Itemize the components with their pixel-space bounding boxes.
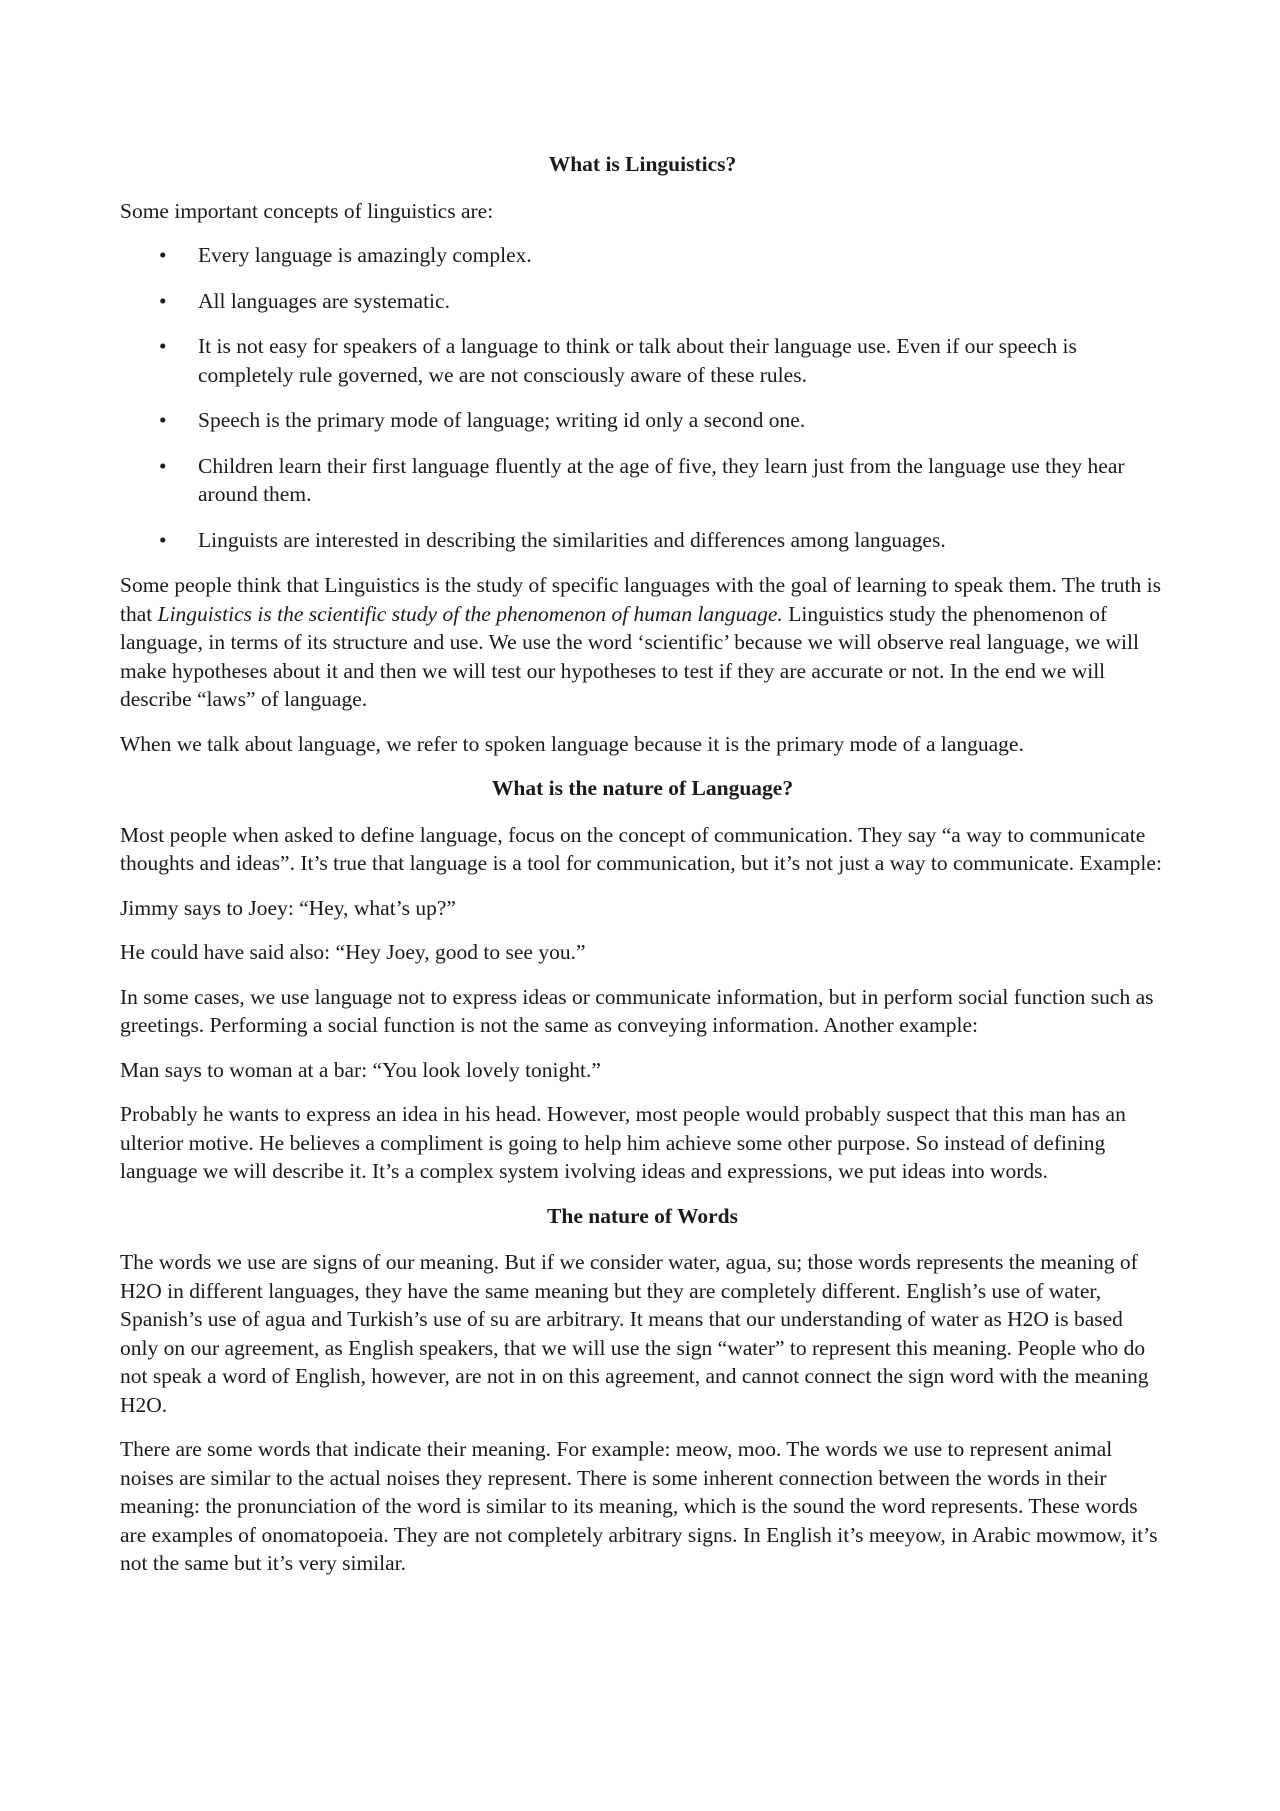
social-function-paragraph: In some cases, we use language not to express ideas or communicate information, but in perform social function such as greetings. Performing a social function is not the same as conveying information. Another example: (120, 984, 1154, 1037)
bullet-icon: • (159, 453, 167, 478)
example-bar: Man says to woman at a bar: “You look lovely tonight.” (120, 1057, 601, 1082)
list-item (120, 452, 1165, 509)
communication-paragraph: Most people when asked to define language, focus on the concept of communication. They say “a way to communicate thoughts and ideas”. It’s true that language is a tool for communication, but it’s not just a way to communicate. Example: (120, 822, 1162, 875)
list-item-text: Every language is amazingly complex. (198, 243, 532, 267)
document-title: What is Linguistics? (548, 152, 737, 176)
list-item (120, 241, 1165, 270)
list-item (120, 332, 1165, 389)
bullet-icon: • (159, 243, 167, 267)
list-item-text: Children learn their first language fluently at the age of five, they learn just from the language use they hear around them. (198, 453, 1125, 506)
list-item (120, 526, 1165, 555)
words-signs-paragraph: The words we use are signs of our meaning. But if we consider water, agua, su; those words represents the meaning of H2O in different languages, they have the same meaning but they are completely different. English’s use of water, Spanish’s use of agua and Turkish’s use of su are arbitrary. It means that our understanding of water as H2O is based only on our agreement, as English speakers, that we will use the sign “water” to represent this meaning. People who do not speak a word of English, however, are not in on this agreement, and cannot connect the sign word with the meaning H2O. (120, 1250, 1149, 1417)
definition-text-after: Linguistics study the phenomenon of language, in terms of its structure and use. We use the word ‘scientific’ because we will observe real language, we will make hypotheses about it and then we will test our hypotheses to test if they are accurate or not. In the end we will describe “laws” of language. (120, 601, 1139, 711)
document-page (120, 150, 1165, 1594)
bullet-icon: • (159, 527, 167, 552)
example-jimmy: Jimmy says to Joey: “Hey, what’s up?” (120, 895, 456, 920)
bullet-icon: • (159, 408, 167, 432)
list-item-text: Linguists are interested in describing the similarities and differences among languages. (198, 527, 946, 552)
list-item (120, 406, 1165, 435)
list-item-text: Speech is the primary mode of language; writing id only a second one. (198, 408, 806, 432)
intro-paragraph: Some important concepts of linguistics are: (120, 198, 494, 223)
concepts-list (120, 241, 1165, 554)
definition-paragraph (120, 571, 1165, 714)
bullet-icon: • (159, 288, 167, 313)
list-item (120, 287, 1165, 316)
list-item-text: All languages are systematic. (198, 288, 450, 313)
ulterior-motive-paragraph: Probably he wants to express an idea in his head. However, most people would probably suspect that this man has an ulterior motive. He believes a compliment is going to help him achieve some other purpose. So instead of defining language we will describe it. It’s a complex system ivolving ideas and expressions, we put ideas into words. (120, 1102, 1126, 1183)
section-heading-words: The nature of Words (547, 1203, 738, 1228)
onomatopoeia-paragraph: There are some words that indicate their meaning. For example: meow, moo. The words we use to represent animal noises are similar to the actual noises they represent. There is some inherent connection between the words in their meaning: the pronunciation of the word is similar to its meaning, which is the sound the word represents. These words are examples of onomatopoeia. They are not completely arbitrary signs. In English it’s meeyow, in Arabic mowmow, it’s not the same but it’s very similar. (120, 1437, 1158, 1575)
list-item-text: It is not easy for speakers of a language to think or talk about their language use. Even if our speech is completely rule governed, we are not consciously aware of these rules. (198, 334, 1077, 387)
section-heading-language: What is the nature of Language? (491, 776, 794, 800)
example-joey: He could have said also: “Hey Joey, good to see you.” (120, 940, 586, 964)
definition-text-before: Some people think that Linguistics is the study of specific languages with the goal of learning to speak them. The truth is that (120, 573, 1161, 626)
bullet-icon: • (159, 334, 167, 358)
spoken-language-paragraph: When we talk about language, we refer to spoken language because it is the primary mode of a language. (120, 731, 1024, 756)
definition-italic: Linguistics is the scientific study of the phenomenon of human language. (157, 601, 783, 626)
